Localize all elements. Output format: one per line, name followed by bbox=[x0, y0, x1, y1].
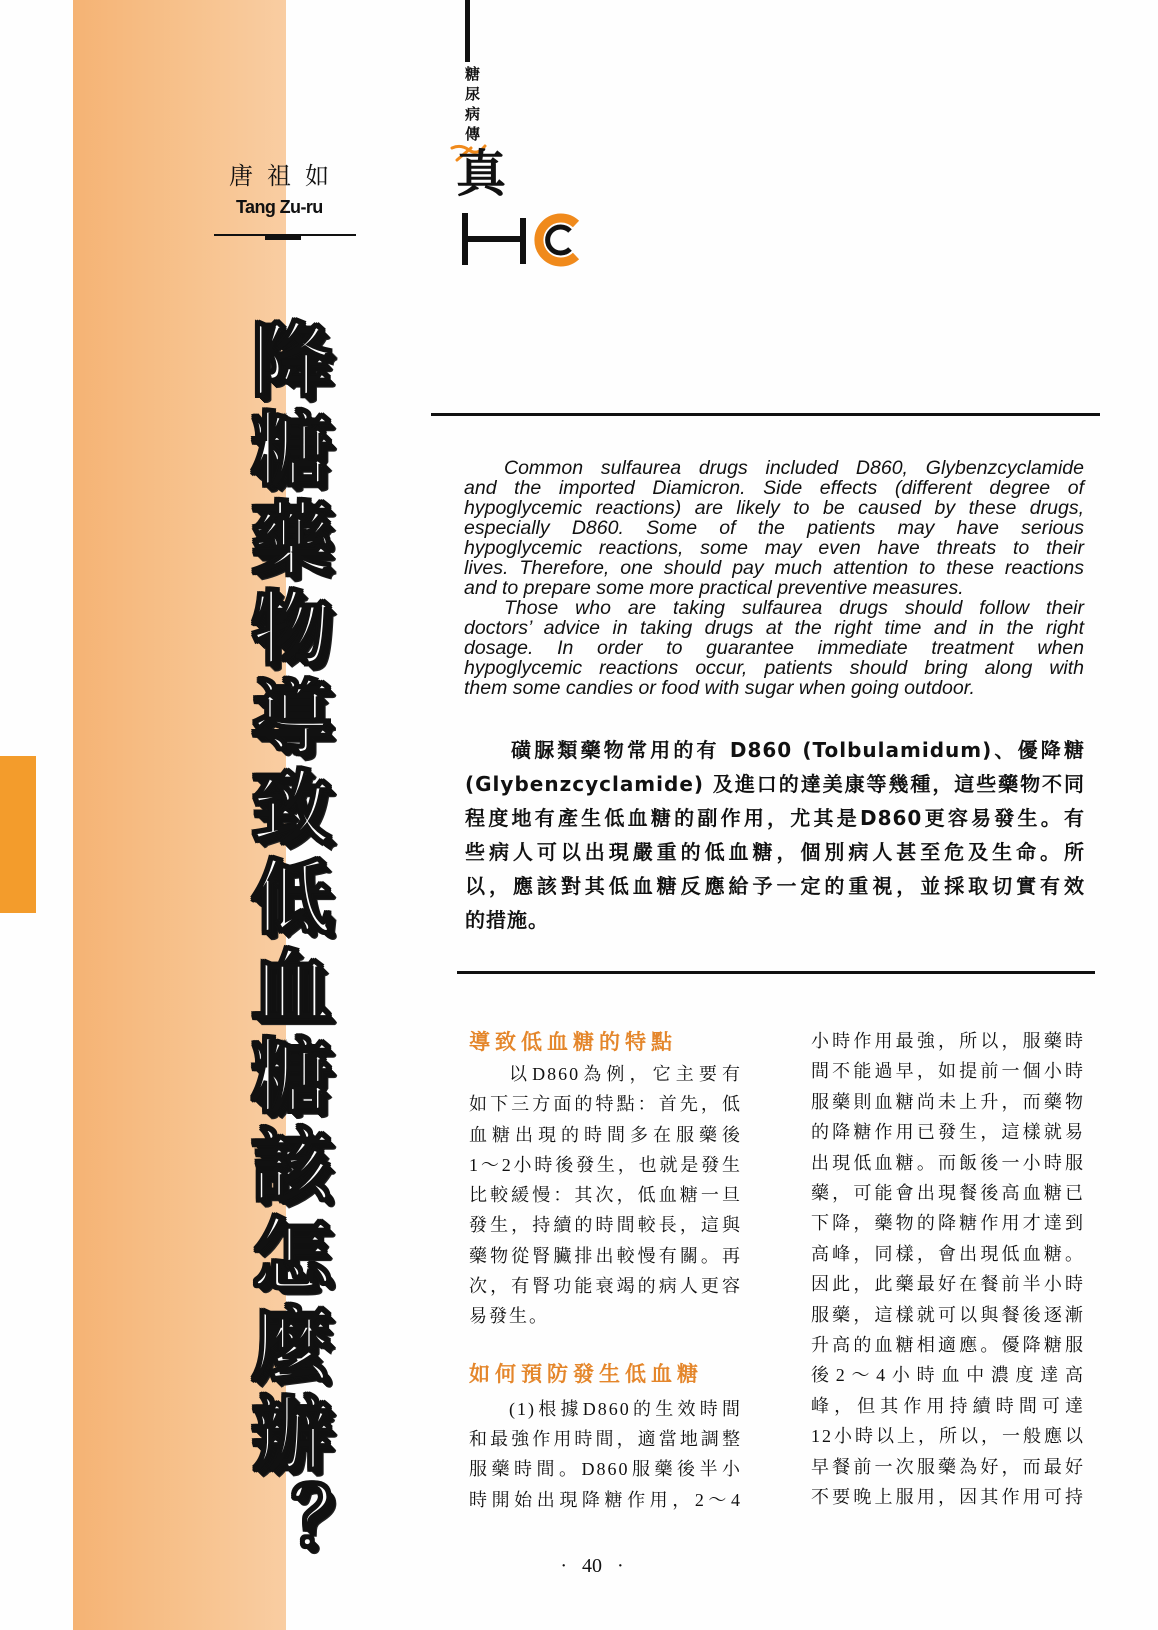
body-line: 12小時以上，所以，一般應以 bbox=[811, 1426, 1085, 1447]
summary-line: 的措施。 bbox=[465, 908, 549, 933]
body-line: 高峰，同樣，會出現低血糖。 bbox=[811, 1243, 1085, 1264]
body-line: 易發生。 bbox=[469, 1306, 549, 1327]
body-line: 藥，可能會出現餐後高血糖已 bbox=[811, 1183, 1085, 1204]
summary-line: 程度地有產生低血糖的副作用，尤其是D860更容易發生。有 bbox=[465, 806, 1085, 831]
section-rule-bottom bbox=[457, 971, 1095, 974]
summary-line: 磺脲類藥物常用的有 D860 (Tolbulamidum)、優降糖 bbox=[511, 738, 1085, 762]
body-line: 比較緩慢：其次，低血糖一旦 bbox=[469, 1185, 742, 1206]
body-line: 血糖出現的時間多在服藥後 bbox=[469, 1124, 742, 1145]
abstract-line: and the imported Diamicron. Side effects (different degree of bbox=[464, 477, 1084, 499]
abstract-line: hypoglycemic reactions occur, patients should bring along with bbox=[464, 657, 1084, 679]
body-line: 小時作用最強，所以，服藥時 bbox=[811, 1031, 1085, 1051]
body-line: 服藥則血糖尚未上升，而藥物 bbox=[811, 1091, 1085, 1112]
abstract-line: especially D860. Some of the patients may have serious bbox=[464, 517, 1084, 539]
edge-tab bbox=[0, 756, 36, 913]
abstract-en bbox=[464, 458, 1084, 698]
summary-line: (Glybenzcyclamide) 及進口的達美康等幾種，這些藥物不同 bbox=[465, 772, 1085, 797]
body-column-right bbox=[811, 1026, 1085, 1513]
body-line: 峰，但其作用持續時間可達 bbox=[811, 1395, 1085, 1416]
abstract-line: dosage. In order to guarantee immediate treatment when bbox=[464, 637, 1084, 659]
body-line: 如下三方面的特點：首先，低 bbox=[469, 1094, 742, 1115]
hc-logo-icon bbox=[462, 212, 594, 268]
summary-line: 些病人可以出現嚴重的低血糖，個別病人甚至危及生命。所 bbox=[465, 840, 1085, 865]
body-line: 後2～4小時血中濃度達高 bbox=[811, 1365, 1085, 1386]
abstract-line: hypoglycemic reactions) are likely to be caused by these drugs, bbox=[464, 497, 1084, 519]
article-title: 降糖藥物導致低血糖該怎麼辦？ bbox=[238, 318, 331, 1571]
abstract-paragraph bbox=[464, 598, 1084, 698]
body-line: 服藥，這樣就可以與餐後逐漸 bbox=[811, 1304, 1085, 1325]
abstract-line: doctors’ advice in taking drugs at the right time and in the right bbox=[464, 617, 1084, 639]
body-line: 發生，持續的時間較長，這與 bbox=[469, 1215, 742, 1236]
summary-zh bbox=[465, 733, 1085, 938]
body-line: 次，有腎功能衰竭的病人更容 bbox=[469, 1276, 742, 1297]
body-line: 以D860為例，它主要有 bbox=[509, 1064, 742, 1084]
body-line: 藥物從腎臟排出較慢有關。再 bbox=[469, 1245, 742, 1266]
body-line: 因此，此藥最好在餐前半小時 bbox=[811, 1274, 1085, 1295]
body-column-left-section-2 bbox=[469, 1394, 742, 1515]
body-line: 升高的血糖相適應。優降糖服 bbox=[811, 1335, 1085, 1356]
page-number: · 40 · bbox=[560, 1555, 624, 1577]
abstract-paragraph bbox=[464, 458, 1084, 598]
body-line: 不要晚上服用，因其作用可持 bbox=[811, 1487, 1085, 1508]
section-heading: 導致低血糖的特點 bbox=[469, 1030, 677, 1054]
body-line: 時開始出現降糖作用，2～4 bbox=[469, 1489, 742, 1510]
body-line: 出現低血糖。而飯後一小時服 bbox=[811, 1152, 1085, 1173]
body-column-left-section-1 bbox=[469, 1059, 742, 1332]
body-line: 1～2小時後發生，也就是發生 bbox=[469, 1154, 742, 1175]
body-line: 早餐前一次服藥為好，而最好 bbox=[811, 1456, 1085, 1477]
section-heading: 如何預防發生低血糖 bbox=[469, 1362, 703, 1386]
author-underline-bar bbox=[265, 234, 301, 240]
abstract-line: them some candies or food with sugar when going outdoor. bbox=[464, 677, 975, 699]
abstract-line: hypoglycemic reactions, some may even have threats to their bbox=[464, 537, 1084, 559]
column-top-line bbox=[465, 0, 470, 62]
abstract-line: and to prepare some more practical preventive measures. bbox=[464, 577, 964, 599]
body-line: (1)根據D860的生效時間 bbox=[509, 1399, 742, 1419]
body-line: 和最強作用時間，適當地調整 bbox=[469, 1429, 742, 1450]
summary-line: 以，應該對其低血糖反應給予一定的重視，並採取切實有效 bbox=[465, 874, 1085, 899]
column-label-big: 真 bbox=[456, 144, 506, 203]
author-name-en: Tang Zu-ru bbox=[236, 197, 323, 217]
body-line: 服藥時間。D860服藥後半小 bbox=[469, 1459, 742, 1480]
column-label: 糖尿病傳 bbox=[463, 66, 481, 146]
abstract-line: Common sulfaurea drugs included D860, Glybenzcyclamide bbox=[504, 457, 1084, 479]
author-name-zh: 唐祖如 bbox=[229, 162, 343, 190]
abstract-line: Those who are taking sulfaurea drugs should follow their bbox=[504, 597, 1084, 619]
section-rule-top bbox=[431, 413, 1100, 416]
abstract-line: lives. Therefore, one should pay much attention to these reactions bbox=[464, 557, 1084, 579]
body-line: 的降糖作用已發生，這樣就易 bbox=[811, 1122, 1085, 1143]
body-line: 下降，藥物的降糖作用才達到 bbox=[811, 1213, 1085, 1234]
body-line: 間不能過早，如提前一個小時 bbox=[811, 1061, 1085, 1082]
